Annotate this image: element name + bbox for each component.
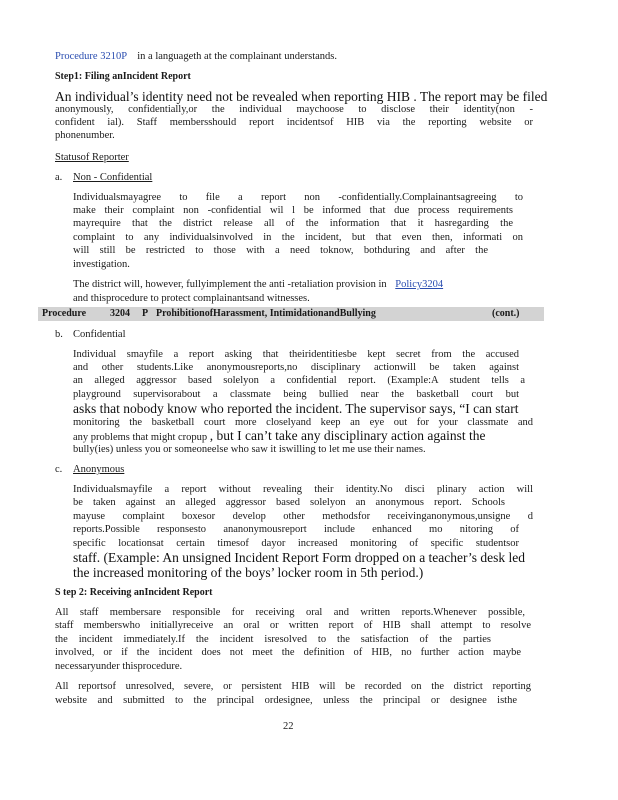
step2-line-3: the incident immediately.If the incident isresolved to the satisfaction of the parties xyxy=(55,634,491,645)
item-c-line-5: specific locationsat certain timesof dayor increased monitoring of specific studentsor xyxy=(73,538,519,549)
step2-line-2: staff memberswho initiallyreceive an oral or written report of HIB shall attempt to resolve xyxy=(55,620,531,631)
section-header-p: P xyxy=(142,308,149,319)
item-a-para1-line-6: investigation. xyxy=(73,259,130,270)
item-b-title: Confidential xyxy=(73,329,126,340)
section-header-procedure: Procedure xyxy=(42,308,87,319)
item-a-para2-line-2: and thisprocedure to protect complainantsand witnesses. xyxy=(73,293,310,304)
item-b-marker: b. xyxy=(55,329,63,340)
procedure-3210p-link[interactable]: Procedure 3210P xyxy=(55,51,127,62)
section-header-title: ProhibitionofHarassment, IntimidationandBullying xyxy=(156,308,376,319)
step2-line-4: involved, or if the incident does not meet the definition of HIB, no further action maybe xyxy=(55,647,521,658)
final-para-line-1: All reportsof unresolved, severe, or persistent HIB will be recorded on the district reporting xyxy=(55,681,531,692)
item-a-para1-line-4: complaint to any individualsinvolved in the incident, but that even then, informati on xyxy=(73,232,523,243)
item-b-line-6-text: any problems that might cropup xyxy=(73,432,208,443)
item-c-line-2: be taken against an alleged aggressor based solelyon an anonymous report. Schools xyxy=(73,497,505,508)
item-a-para2-line-1 xyxy=(73,279,443,291)
item-b-line-5: monitoring the basketball court more closelyand keep an eye out for your classmate and xyxy=(73,417,533,428)
step2-line-5: necessaryunder thisprocedure. xyxy=(55,661,183,672)
status-of-reporter-heading: Statusof Reporter xyxy=(55,152,129,163)
final-para-line-2: website and submitted to the principal ordesignee, unless the principal or designee isthe xyxy=(55,695,517,706)
item-a-para1-line-3: mayrequire that the district release all of the information that it hasregarding the xyxy=(73,218,513,229)
item-b-line-2: and other students.Like anonymousreports,no disciplinary actionwill be taken against xyxy=(73,362,519,373)
item-b-line-6-big: , but I can’t take any disciplinary action against the xyxy=(209,428,486,443)
intro-line-3: phonenumber. xyxy=(55,130,115,141)
item-a-para1-line-5: will still be restricted to those with a need toknow, bothduring and after the xyxy=(73,245,488,256)
step2-heading: S tep 2: Receiving anIncident Report xyxy=(55,587,213,598)
step1-heading: Step1: Filing anIncident Report xyxy=(55,71,191,82)
item-a-para1-line-1: Individualsmayagree to file a report non -confidentially.Complainantsagreeing to xyxy=(73,192,523,203)
item-c-marker: c. xyxy=(55,464,63,475)
item-c-line-1: Individualsmayfile a report without revealing their identity.No disci plinary action will xyxy=(73,484,533,495)
item-b-line-4: playground supervisorabout a classmate being bullied near the basketball court but xyxy=(73,389,519,400)
item-b-big-line-1: asks that nobody know who reported the incident. The supervisor says, “I can start xyxy=(73,401,519,416)
item-c-line-3: mayuse complaint boxesor develop other methodsfor receivinganonymous,unsigne d xyxy=(73,511,533,522)
page-number: 22 xyxy=(283,721,294,732)
section-header-bar xyxy=(38,307,544,321)
item-c-big-line-1: staff. (Example: An unsigned Incident Report Form dropped on a teacher’s desk led xyxy=(73,550,526,565)
step2-line-1: All staff membersare responsible for receiving oral and written reports.Whenever possible, xyxy=(55,607,525,618)
section-header-number: 3204 xyxy=(110,308,130,319)
item-c-big-line-2: the increased monitoring of the boys’ locker room in 5th period.) xyxy=(73,565,424,580)
intro-big-line: An individual’s identity need not be revealed when reporting HIB . The report may be filed xyxy=(55,89,548,104)
item-a-para1-line-2: make their complaint non -confidential wil l be informed that due process requirements xyxy=(73,205,513,216)
item-c-title: Anonymous xyxy=(73,464,125,475)
item-a-marker: a. xyxy=(55,172,63,183)
section-header-cont: (cont.) xyxy=(492,308,520,319)
item-c-line-4: reports.Possible responsesto ananonymousreport include enhanced mo nitoring of xyxy=(73,524,519,535)
intro-line-1: anonymously, confidentially,or the individual maychoose to disclose their identity(non - xyxy=(55,104,533,115)
policy-3204-link[interactable]: Policy3204 xyxy=(395,279,444,290)
procedure-reference-line xyxy=(55,51,337,63)
item-b-line-1: Individual smayfile a report asking that theiridentitiesbe kept secret from the accused xyxy=(73,349,519,360)
item-a-title: Non - Confidential xyxy=(73,172,153,183)
intro-line-2: confident ial). Staff membersshould report incidentsof HIB via the reporting website or xyxy=(55,117,533,128)
item-b-line-7: bully(ies) unless you or someoneelse who saw it iswilling to let me use their names. xyxy=(73,444,426,455)
item-b-line-6 xyxy=(73,429,485,444)
procedure-reference-text: in a languageth at the complainant understands. xyxy=(137,51,337,62)
item-a-para2-text: The district will, however, fullyimplement the anti -retaliation provision in xyxy=(73,279,387,290)
item-b-line-3: an alleged aggressor based solelyon a confidential report. (Example:A student tells a xyxy=(73,375,525,386)
